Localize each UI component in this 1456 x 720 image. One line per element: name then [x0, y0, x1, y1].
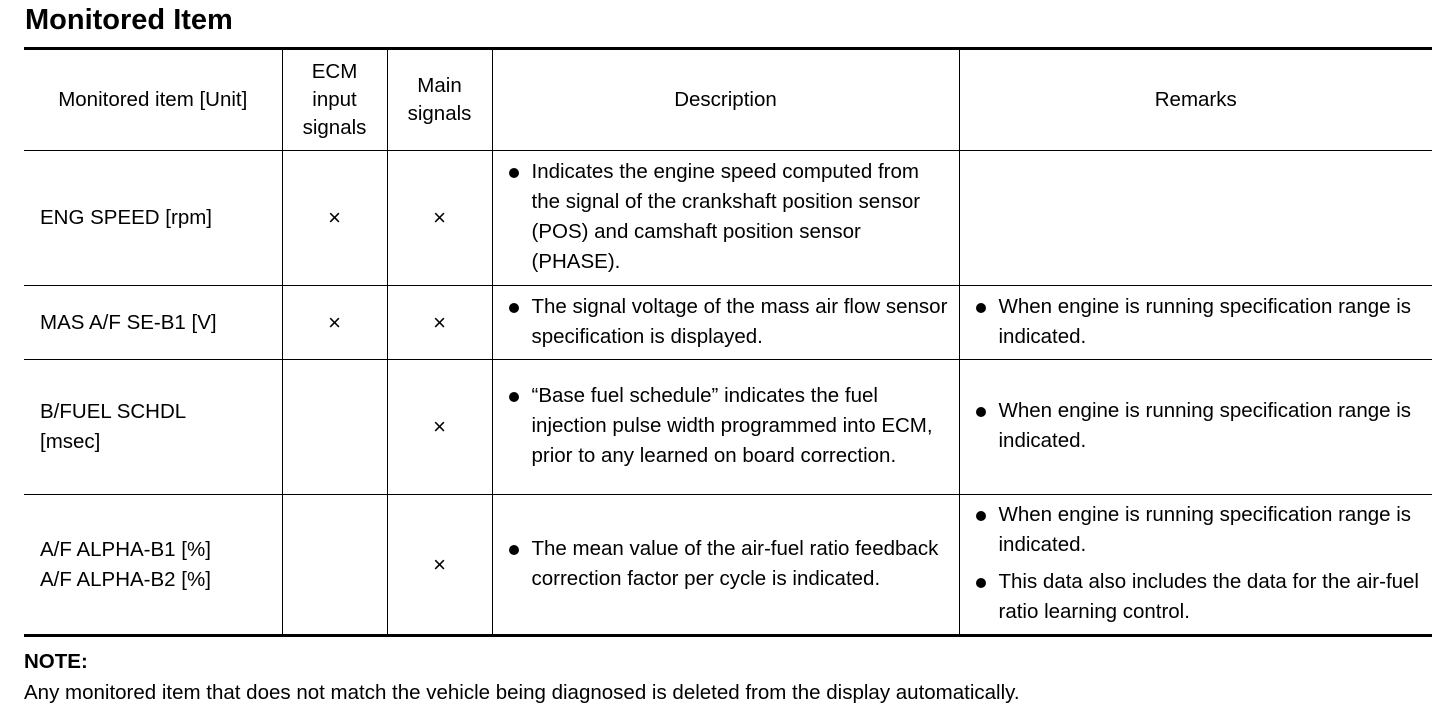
monitored-item-name: ENG SPEED [rpm] — [40, 206, 213, 229]
note-text: Any monitored item that does not match the vehicle being diagnosed is deleted from the display automatically. — [24, 681, 1020, 704]
remarks-bullet: This data also includes the data for the air-fuel ratio learning control. — [976, 567, 1425, 627]
main-signal-mark: × — [387, 151, 492, 286]
description-bullet: Indicates the engine speed computed from the signal of the crankshaft position sensor (POS) and camshaft position sensor (PHASE). — [509, 157, 951, 277]
description-bullet: The signal voltage of the mass air flow sensor specification is displayed. — [509, 292, 951, 352]
description-cell — [492, 286, 959, 360]
remarks-list — [976, 500, 1425, 627]
monitored-item-name: A/F ALPHA-B1 [%] — [40, 537, 211, 561]
ecm-input-mark — [282, 495, 387, 636]
table-header-row — [24, 49, 1432, 151]
remarks-cell — [959, 286, 1432, 360]
table-row — [24, 360, 1432, 495]
ecm-input-mark: × — [282, 151, 387, 286]
monitored-item-cell — [24, 151, 282, 286]
main-signal-mark: × — [387, 286, 492, 360]
header-remarks: Remarks — [959, 49, 1432, 151]
remarks-list — [976, 396, 1425, 456]
remarks-cell — [959, 360, 1432, 495]
ecm-input-mark: × — [282, 286, 387, 360]
monitored-item-unit: [msec] — [40, 430, 101, 453]
remarks-cell — [959, 151, 1432, 286]
header-ecm-line: signals — [302, 116, 367, 139]
header-description: Description — [492, 49, 959, 151]
remarks-list — [976, 292, 1425, 352]
header-ecm-line: input — [312, 88, 357, 111]
monitored-item-name: A/F ALPHA-B2 [%] — [40, 567, 211, 591]
header-ecm-line: ECM — [311, 60, 358, 83]
note-label: NOTE: — [24, 650, 88, 673]
description-bullet: “Base fuel schedule” indicates the fuel injection pulse width programmed into ECM, prior to any learned on board correction. — [509, 381, 951, 471]
description-list — [509, 157, 951, 277]
table-row — [24, 151, 1432, 286]
header-monitored-item: Monitored item [Unit] — [24, 49, 282, 151]
header-main-line: Main — [417, 74, 462, 97]
remarks-cell — [959, 495, 1432, 636]
description-list — [509, 534, 951, 594]
monitored-item-table-container — [24, 47, 1432, 637]
monitored-item-name: B/FUEL SCHDL — [40, 400, 187, 423]
description-cell — [492, 151, 959, 286]
page-title: Monitored Item — [25, 4, 233, 36]
description-bullet: The mean value of the air-fuel ratio feedback correction factor per cycle is indicated. — [509, 534, 951, 594]
monitored-item-cell — [24, 360, 282, 495]
monitored-item-cell — [24, 495, 282, 636]
header-main-line: signals — [407, 102, 472, 125]
table-row — [24, 495, 1432, 636]
monitored-item-table — [24, 47, 1432, 637]
description-cell — [492, 360, 959, 495]
remarks-bullet: When engine is running specification range is indicated. — [976, 396, 1425, 456]
header-ecm-input-signals — [282, 49, 387, 151]
description-cell — [492, 495, 959, 636]
header-main-signals — [387, 49, 492, 151]
description-list — [509, 292, 951, 352]
remarks-bullet: When engine is running specification range is indicated. — [976, 500, 1425, 560]
monitored-item-name: MAS A/F SE-B1 [V] — [40, 310, 217, 334]
table-row — [24, 286, 1432, 360]
monitored-item-cell — [24, 286, 282, 360]
ecm-input-mark — [282, 360, 387, 495]
main-signal-mark: × — [387, 360, 492, 495]
description-list — [509, 381, 951, 471]
remarks-bullet: When engine is running specification range is indicated. — [976, 292, 1425, 352]
main-signal-mark: × — [387, 495, 492, 636]
